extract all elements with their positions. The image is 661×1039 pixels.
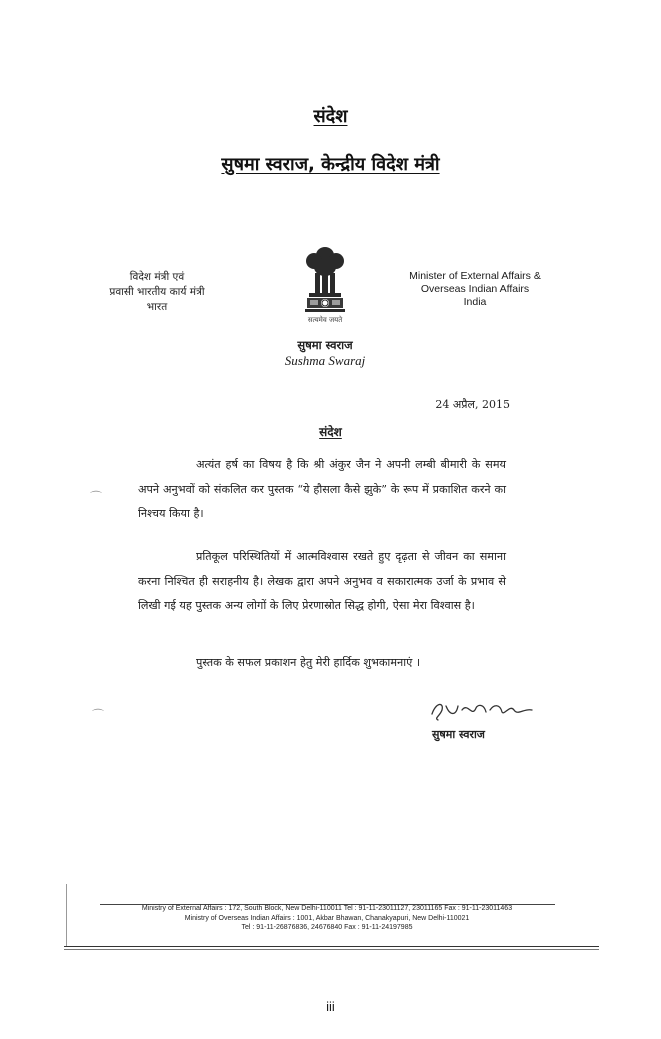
signature-name: सुषमा स्वराज: [432, 728, 485, 741]
page-number: iii: [326, 999, 335, 1014]
emblem-motto: सत्यमेव जयते: [307, 316, 343, 324]
footer-address: [92, 904, 562, 933]
letterhead-left-line: विदेश मंत्री एवं: [129, 271, 185, 283]
minister-name-hindi: सुषमा स्वराज: [297, 338, 353, 352]
letterhead-left: [82, 270, 232, 315]
letterhead-left-line: भारत: [146, 301, 168, 313]
letterhead-left-line: प्रवासी भारतीय कार्य मंत्री: [109, 286, 205, 298]
letterhead-right-line: Overseas Indian Affairs: [420, 283, 530, 295]
national-emblem-icon: [293, 243, 357, 333]
page-title: संदेश: [313, 106, 348, 127]
footer-line: Ministry of External Affairs : 172, South Block, New Delhi-110011 Tel : 91-11-23011127, 23011165 Fax : 91-11-23011463: [141, 905, 513, 912]
letter-date: 24 अप्रैल, 2015: [435, 398, 510, 411]
signature-graphic: [428, 698, 538, 722]
paragraph-text: पुस्तक के सफल प्रकाशन हेतु मेरी हार्दिक शुभकामनाएं ।: [196, 656, 421, 669]
letterhead-right-line: Minister of External Affairs &: [409, 270, 541, 282]
letterhead-right: [395, 270, 555, 309]
letter-paragraph: [138, 545, 506, 619]
letter-heading: संदेश: [319, 425, 342, 439]
scan-edge: [66, 884, 67, 946]
handwritten-signature: [428, 698, 538, 722]
letter-paragraph: [138, 651, 506, 676]
paragraph-text: प्रतिकूल परिस्थितियों में आत्मविश्वास रखते हुए दृढ़ता से जीवन का समाना करना निश्चित ही सराहनीय है। लेखक द्वारा अपने अनुभव व सकारात्मक उर्जा के प्रभाव से लिखी गई यह पुस्तक अन्य लोगों के लिए प्रेरणास्रोत सिद्ध होगी, ऐसा मेरा विश्वास है।: [138, 550, 506, 612]
footer-line: Tel : 91-11-26876836, 24676840 Fax : 91-11-24197985: [241, 924, 413, 931]
paragraph-text: अत्यंत हर्ष का विषय है कि श्री अंकुर जैन ने अपनी लम्बी बीमारी के समय अपने अनुभवों को संकलित कर पुस्तक “ये हौसला कैसे झुके” के रूप में प्रकाशित करने का निश्चय किया है।: [138, 458, 506, 520]
footer-rule: [64, 949, 599, 950]
letter-paragraph: [138, 453, 506, 527]
minister-name-english: Sushma Swaraj: [284, 353, 366, 368]
scan-mark: ⌒: [90, 490, 103, 504]
footer-line: Ministry of Overseas Indian Affairs : 1001, Akbar Bhawan, Chanakyapuri, New Delhi-110021: [184, 914, 470, 922]
scan-mark: ⌒: [92, 708, 105, 722]
footer-rule: [64, 946, 599, 947]
letterhead-right-line: India: [463, 296, 487, 308]
page-subtitle: सुषमा स्वराज, केन्द्रीय विदेश मंत्री: [221, 154, 440, 175]
